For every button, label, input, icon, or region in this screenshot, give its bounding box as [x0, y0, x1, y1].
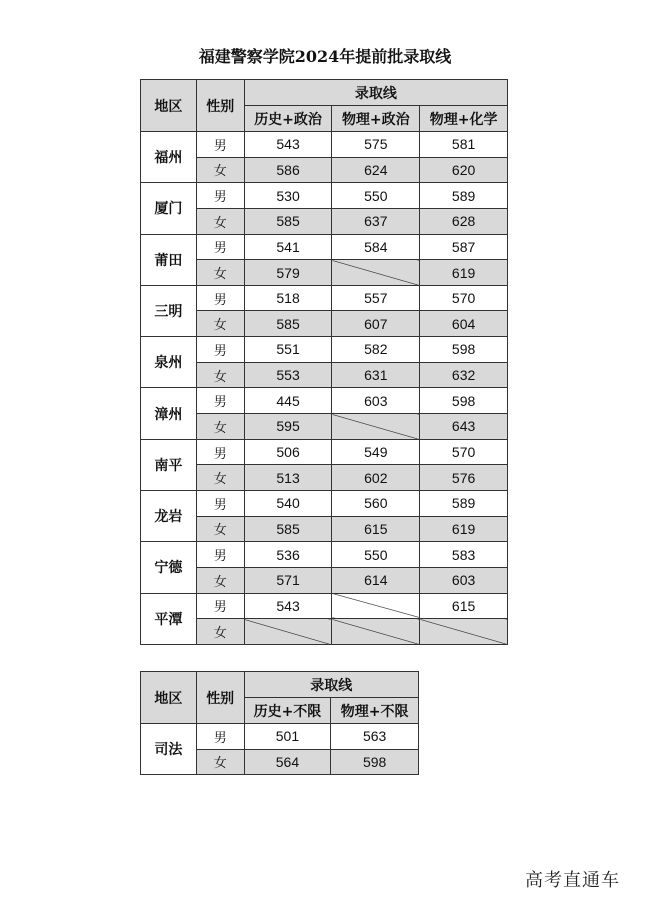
table-row [141, 337, 508, 363]
score-cell: 587 [420, 234, 508, 260]
score-cell: 607 [332, 311, 420, 337]
empty-score-cell [244, 619, 332, 645]
gender-cell: 女 [196, 749, 244, 775]
header-subject-combo: 物理+政治 [332, 106, 420, 132]
header-gender: 性别 [196, 672, 244, 724]
header-subject-combo: 历史+政治 [244, 106, 332, 132]
table-row [141, 183, 508, 209]
score-cell: 586 [244, 157, 332, 183]
region-cell: 厦门 [141, 183, 197, 234]
score-cell: 536 [244, 542, 332, 568]
score-cell: 619 [420, 516, 508, 542]
table-row [141, 542, 508, 568]
score-cell: 576 [420, 465, 508, 491]
gender-cell: 女 [196, 465, 244, 491]
gender-cell: 男 [196, 234, 244, 260]
table-row [141, 567, 508, 593]
region-cell: 漳州 [141, 388, 197, 439]
score-cell: 575 [332, 132, 420, 158]
table-row [141, 465, 508, 491]
score-cell: 595 [244, 414, 332, 440]
score-cell: 632 [420, 362, 508, 388]
table-row [141, 260, 508, 286]
score-cell: 585 [244, 208, 332, 234]
score-cell: 501 [244, 724, 331, 750]
empty-score-cell [332, 593, 420, 619]
table-row [141, 311, 508, 337]
score-cell: 585 [244, 311, 332, 337]
score-cell: 530 [244, 183, 332, 209]
admission-table-judicial [140, 671, 419, 775]
region-cell: 三明 [141, 285, 197, 336]
gender-cell: 女 [196, 516, 244, 542]
score-cell: 549 [332, 439, 420, 465]
region-cell: 龙岩 [141, 490, 197, 541]
score-cell: 602 [332, 465, 420, 491]
score-cell: 540 [244, 490, 332, 516]
gender-cell: 男 [196, 183, 244, 209]
region-cell: 福州 [141, 132, 197, 183]
gender-cell: 女 [196, 208, 244, 234]
table-row [141, 619, 508, 645]
gender-cell: 女 [196, 414, 244, 440]
score-cell: 551 [244, 337, 332, 363]
table-row [141, 724, 419, 750]
table-row [141, 439, 508, 465]
gender-cell: 男 [196, 388, 244, 414]
gender-cell: 男 [196, 337, 244, 363]
gender-cell: 女 [196, 311, 244, 337]
score-cell: 628 [420, 208, 508, 234]
gender-cell: 男 [196, 490, 244, 516]
table-row [141, 490, 508, 516]
table-row [141, 388, 508, 414]
score-cell: 543 [244, 593, 332, 619]
score-cell: 541 [244, 234, 332, 260]
score-cell: 563 [331, 724, 419, 750]
region-cell: 莆田 [141, 234, 197, 285]
score-cell: 619 [420, 260, 508, 286]
score-cell: 557 [332, 285, 420, 311]
score-cell: 643 [420, 414, 508, 440]
gender-cell: 女 [196, 619, 244, 645]
table-row [141, 516, 508, 542]
header-region: 地区 [141, 80, 197, 132]
header-admission-line: 录取线 [244, 80, 507, 106]
score-cell: 581 [420, 132, 508, 158]
score-cell: 615 [332, 516, 420, 542]
score-cell: 564 [244, 749, 331, 775]
score-cell: 614 [332, 567, 420, 593]
table-row [141, 593, 508, 619]
score-cell: 604 [420, 311, 508, 337]
region-cell: 南平 [141, 439, 197, 490]
score-cell: 589 [420, 490, 508, 516]
table-row [141, 414, 508, 440]
gender-cell: 男 [196, 439, 244, 465]
gender-cell: 女 [196, 157, 244, 183]
score-cell: 571 [244, 567, 332, 593]
gender-cell: 女 [196, 567, 244, 593]
score-cell: 560 [332, 490, 420, 516]
table-row [141, 362, 508, 388]
score-cell: 518 [244, 285, 332, 311]
table-row [141, 285, 508, 311]
admission-table-main [140, 79, 508, 645]
score-cell: 603 [420, 567, 508, 593]
gender-cell: 男 [196, 285, 244, 311]
score-cell: 615 [420, 593, 508, 619]
table-row [141, 234, 508, 260]
score-cell: 585 [244, 516, 332, 542]
gender-cell: 女 [196, 260, 244, 286]
score-cell: 570 [420, 285, 508, 311]
score-cell: 445 [244, 388, 332, 414]
score-cell: 513 [244, 465, 332, 491]
score-cell: 550 [332, 183, 420, 209]
score-cell: 570 [420, 439, 508, 465]
score-cell: 506 [244, 439, 332, 465]
region-cell: 泉州 [141, 337, 197, 388]
empty-score-cell [420, 619, 508, 645]
score-cell: 582 [332, 337, 420, 363]
score-cell: 603 [332, 388, 420, 414]
score-cell: 553 [244, 362, 332, 388]
score-cell: 543 [244, 132, 332, 158]
table-row [141, 157, 508, 183]
header-subject-combo: 物理+不限 [331, 698, 419, 724]
score-cell: 579 [244, 260, 332, 286]
score-cell: 620 [420, 157, 508, 183]
score-cell: 584 [332, 234, 420, 260]
empty-score-cell [332, 619, 420, 645]
gender-cell: 女 [196, 362, 244, 388]
gender-cell: 男 [196, 593, 244, 619]
empty-score-cell [332, 414, 420, 440]
score-cell: 598 [420, 337, 508, 363]
score-cell: 589 [420, 183, 508, 209]
header-subject-combo: 物理+化学 [420, 106, 508, 132]
gender-cell: 男 [196, 132, 244, 158]
header-region: 地区 [141, 672, 197, 724]
score-cell: 550 [332, 542, 420, 568]
score-cell: 631 [332, 362, 420, 388]
table-row [141, 208, 508, 234]
gender-cell: 男 [196, 542, 244, 568]
score-cell: 637 [332, 208, 420, 234]
empty-score-cell [332, 260, 420, 286]
watermark-text: 高考直通车 [525, 870, 620, 891]
table-row [141, 132, 508, 158]
gender-cell: 男 [196, 724, 244, 750]
header-gender: 性别 [196, 80, 244, 132]
score-cell: 598 [331, 749, 419, 775]
score-cell: 583 [420, 542, 508, 568]
score-cell: 598 [420, 388, 508, 414]
score-cell: 624 [332, 157, 420, 183]
region-cell: 宁德 [141, 542, 197, 593]
header-subject-combo: 历史+不限 [244, 698, 331, 724]
page-title: 福建警察学院2024年提前批录取线 [198, 47, 452, 66]
header-admission-line: 录取线 [244, 672, 418, 698]
region-cell: 司法 [141, 724, 197, 775]
region-cell: 平潭 [141, 593, 197, 644]
